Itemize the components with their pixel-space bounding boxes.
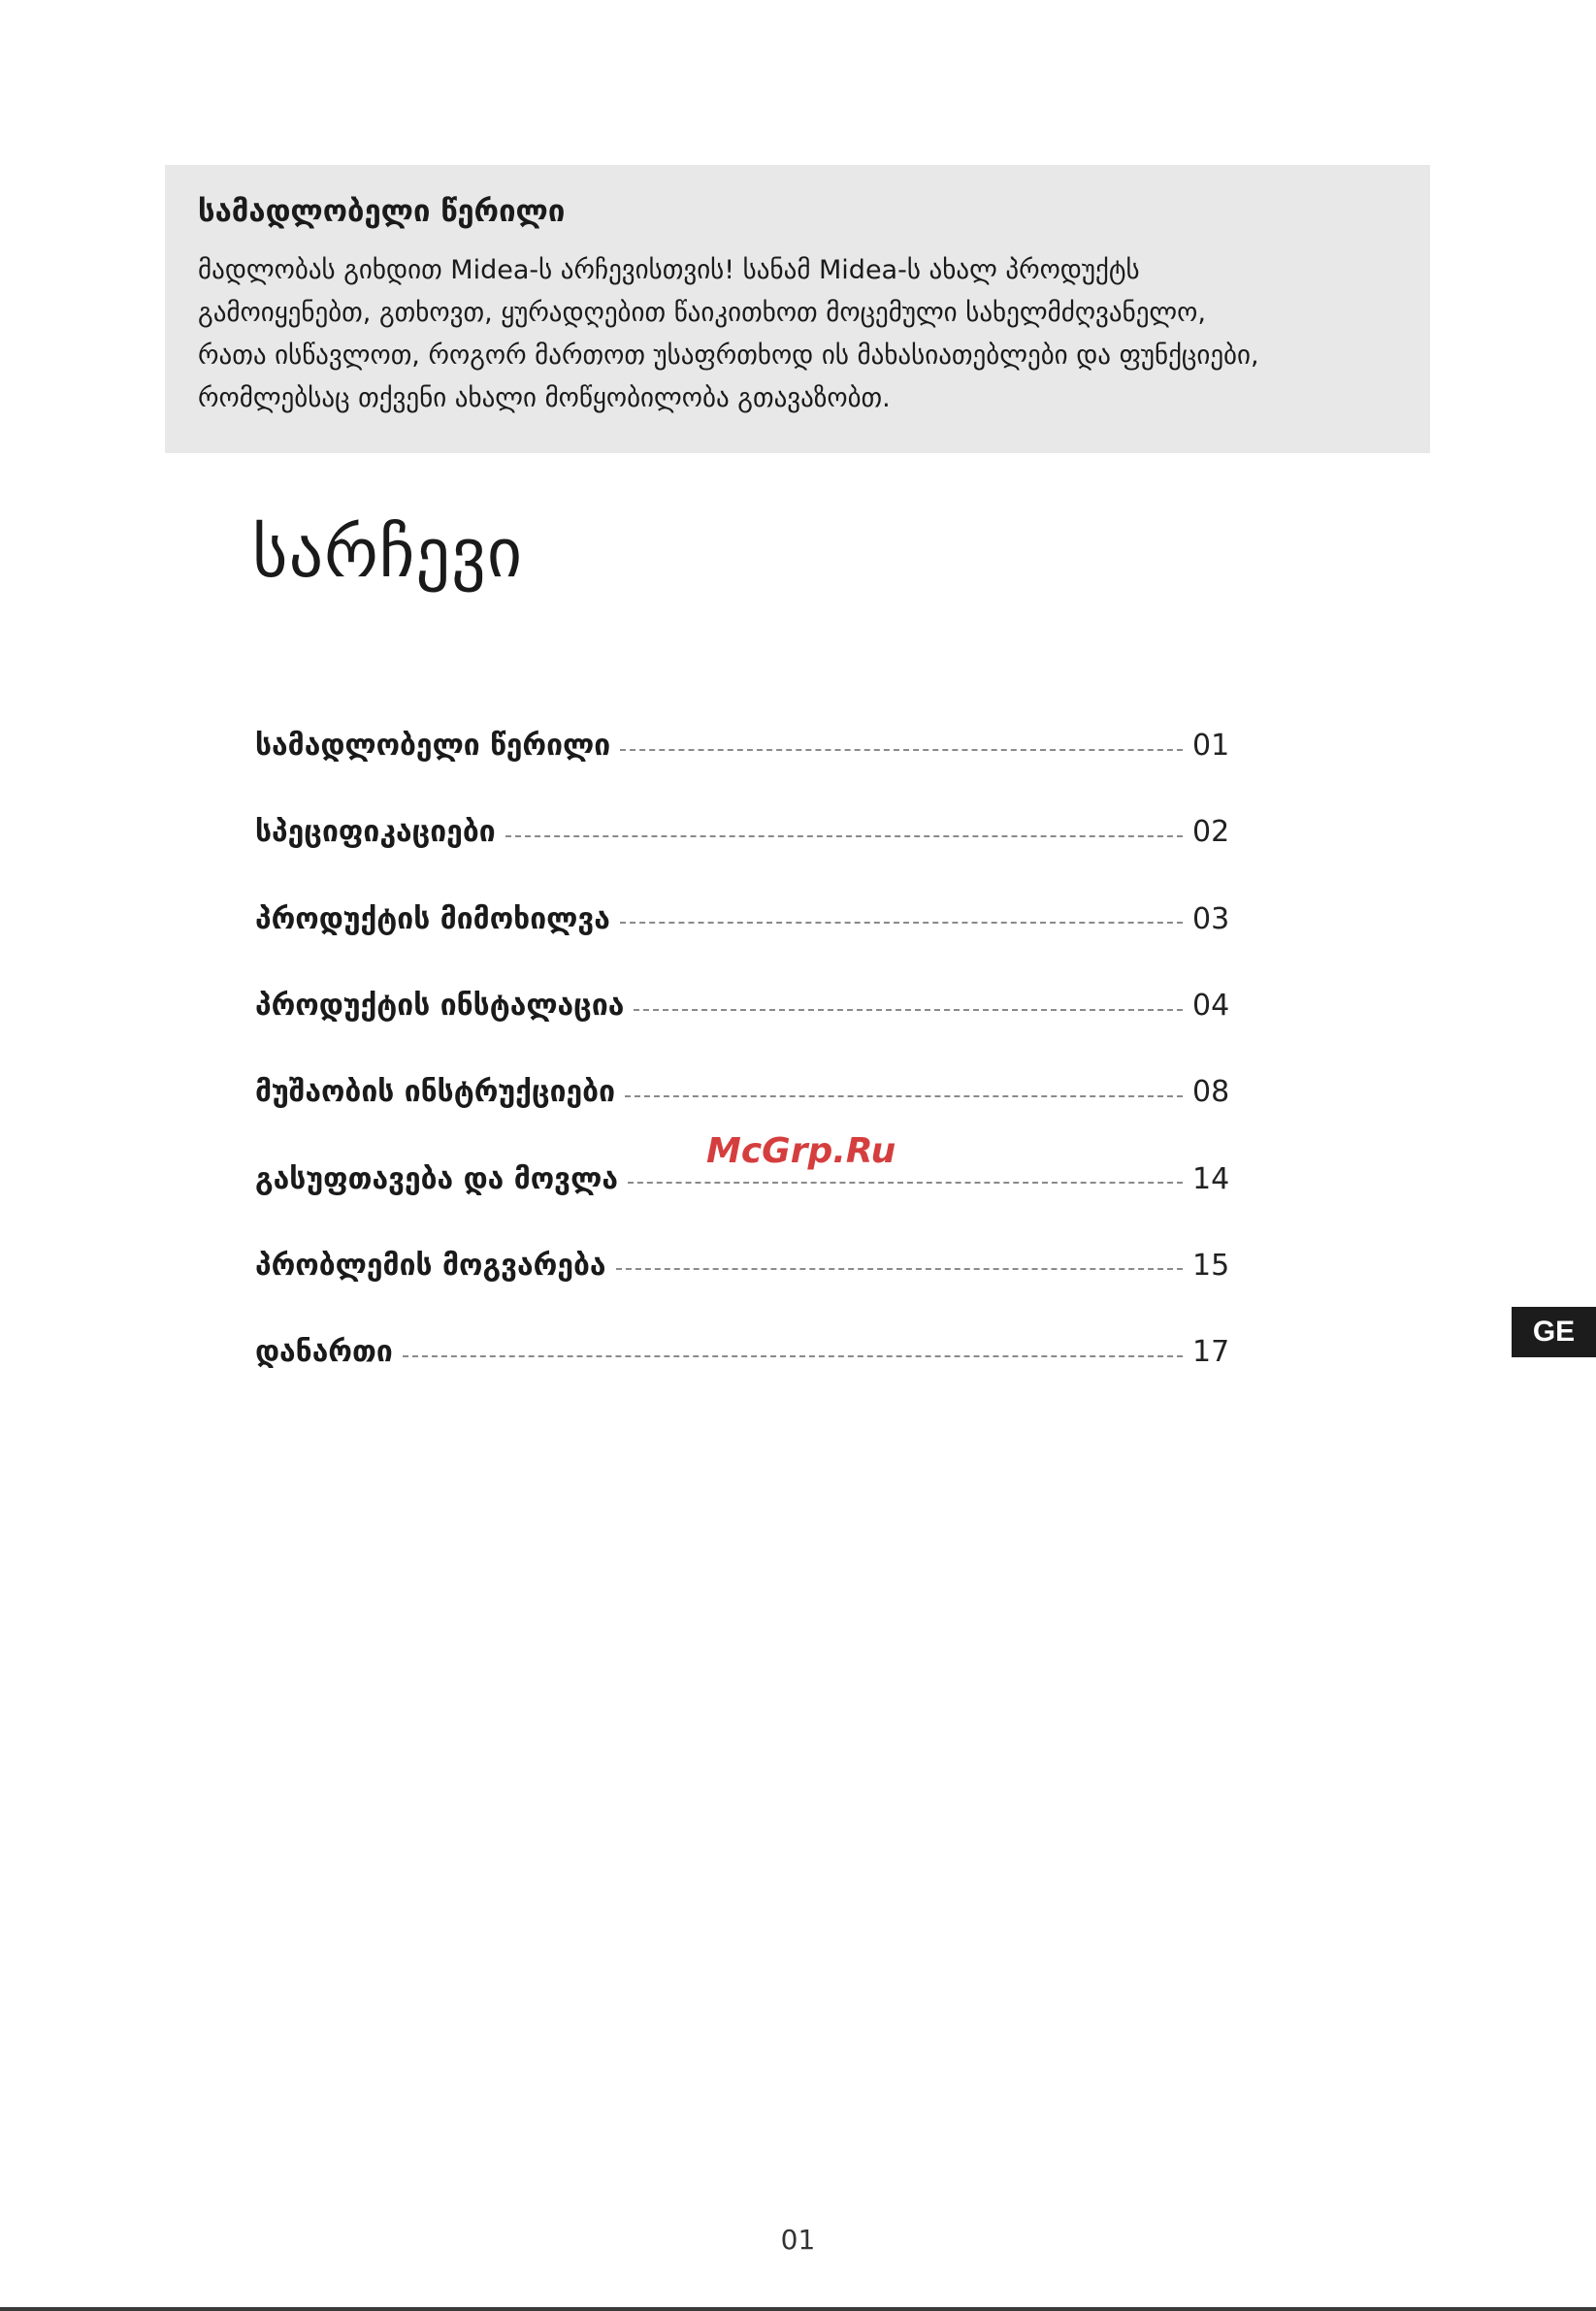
- intro-box: [165, 165, 1430, 453]
- intro-text: [198, 249, 1397, 420]
- watermark-text: McGrp.Ru: [706, 1131, 896, 1171]
- toc-item-page: 04: [1192, 989, 1230, 1024]
- intro-line: მადლობას გიხდით Midea-ს არჩევისთვის! სანამ Midea-ს ახალ პროდუქტს: [198, 255, 1140, 286]
- bottom-rule: [0, 2307, 1596, 2311]
- toc-item-label: გასუფთავება და მოვლა: [255, 1161, 618, 1196]
- toc-leader: [634, 1009, 1183, 1011]
- intro-line: რათა ისწავლოთ, როგორ მართოთ უსაფრთხოდ ის მახასიათებლები და ფუნქციები,: [198, 341, 1259, 372]
- toc-item-page: 17: [1192, 1335, 1230, 1370]
- toc-item-page: 02: [1192, 815, 1230, 850]
- language-tab: GE: [1512, 1307, 1596, 1357]
- toc-item[interactable]: [255, 1222, 1237, 1309]
- page-number: 01: [780, 2224, 816, 2256]
- toc-item-label: პროდუქტის ინსტალაცია: [255, 989, 625, 1024]
- toc-item[interactable]: [255, 1309, 1237, 1395]
- toc-item-page: 14: [1192, 1161, 1230, 1196]
- toc-item-page: 01: [1192, 729, 1230, 764]
- toc-item-label: სამადლობელი წერილი: [255, 729, 611, 764]
- toc-leader: [620, 922, 1183, 924]
- intro-title: სამადლობელი წერილი: [198, 194, 566, 229]
- toc-item[interactable]: [255, 876, 1237, 962]
- toc-item[interactable]: [255, 702, 1237, 789]
- toc-item-page: 03: [1192, 901, 1230, 936]
- toc-leader: [403, 1355, 1183, 1357]
- toc-item-label: სპეციფიკაციები: [255, 815, 496, 850]
- toc-item-label: პროდუქტის მიმოხილვა: [255, 901, 610, 936]
- toc-item-page: 08: [1192, 1075, 1230, 1110]
- intro-line: გამოიყენებთ, გთხოვთ, ყურადღებით წაიკითხოთ მოცემული სახელმძღვანელო,: [198, 298, 1206, 329]
- toc-leader: [620, 749, 1183, 751]
- toc-item-label: დანართი: [255, 1335, 393, 1370]
- toc-leader: [625, 1095, 1183, 1097]
- toc-list: [255, 702, 1237, 1395]
- toc-leader: [628, 1182, 1183, 1184]
- intro-line: რომლებსაც თქვენი ახალი მოწყობილობა გთავაზობთ.: [198, 383, 891, 414]
- toc-item-label: მუშაობის ინსტრუქციები: [255, 1075, 615, 1110]
- toc-item-page: 15: [1192, 1248, 1230, 1283]
- toc-item-label: პრობლემის მოგვარება: [255, 1248, 606, 1283]
- toc-item[interactable]: [255, 1049, 1237, 1135]
- toc-leader: [616, 1268, 1184, 1270]
- toc-heading: სარჩევი: [252, 513, 524, 593]
- toc-item[interactable]: [255, 962, 1237, 1049]
- toc-leader: [505, 835, 1183, 837]
- toc-item[interactable]: [255, 789, 1237, 875]
